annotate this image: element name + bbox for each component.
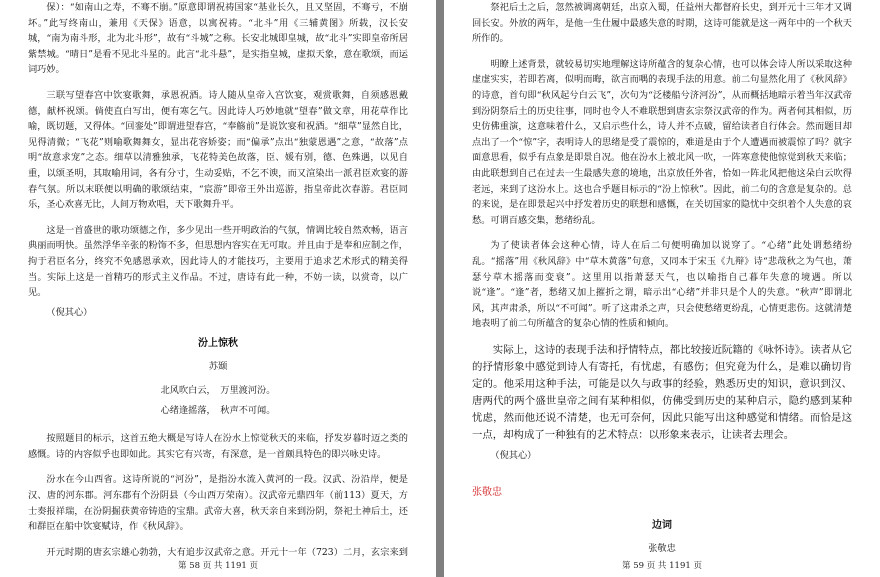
right-paragraph-3: 为了使读者体会这种心情，诗人在后二句便明确加以说穿了。“心绪”此处谓愁绪纷乱。“摇落”用《秋风辞》中“草木黄落”句意，又同本于宋玉《九辩》诗“悲哉秋之为气也，萧瑟兮草木摇落而变衰”。这里用以指萧瑟天气，也以喻指自己暮年失意的境遇。所以说“逢”。“逢”者，愁绪又加上摧折之谓，暗示出“心绪”并非只是个人的失意。“秋声”即谓北风，其声肃杀，所以“不可闻”。听了这肃杀之声，只会使愁绪更纷乱，心情更悲伤。这就清楚地表明了前二句所蕴含的复杂心情的性质和倾向。 [472,240,852,330]
poem-title-bianci: 边词 [652,520,672,532]
left-paragraph-1: 保）：“如南山之寿，不骞不崩。”原意即谓祝祷国家“基业长久，且又坚固，不骞亏，不崩坏。”此写终南山，兼用《天保》语意，以寓祝祷。“北斗”用《三辅黄图》所载，汉长安城，“南为南斗形，北为北斗形”，故有“斗城”之称。长安北城即皇城，故“北斗”实即皇帝所居紫禁城。“晴日”是看不见北斗星的。此言“北斗悬”，是实指皇城，虚拟天象，意在歌颂，而运词巧妙。 [28,2,408,76]
left-page-content [28,0,408,557]
left-author-signature: （倪其心） [46,306,93,318]
right-paragraph-2: 明瞭上述背景，就较易切实地理解这诗所蕴含的复杂心情，也可以体会诗人所以采取这种虚虚实实，若即若离，似明而晦，欲言而喁的表现手法的用意。前二句显然化用了《秋风辞》的诗意，首句即“秋风起兮白云飞”，次句为“泛楼船兮济河汾”，从而概括地暗示着当年汉武帝到汾阴祭后土的历史往事，同时也令人不难联想到唐玄宗祭汉武帝的作为。两者何其相似，历史仿佛重演，这意味着什么，又启示些什么，诗人并不点破，留给读者自行体会。然而题目却点出了一个“惊”字，表明诗人的思绪是受了震惊的，难道是由于个人遭遇而被震惊了吗？就字面意思看，似乎有点象是即景自况。他在汾水上被北风一吹，一阵寒意使他惊觉到秋天来临；由此联想到自己在过去一生最感失意的境地，出京放任外省，恰如一阵北风把他这朵白云吹得老远，来到了这汾水上。这也合乎题目标示的“汾上惊秋”。因此，前二句的含意是复杂的。总的来说，是在即景起兴中抒发着历史的联想和感慨，在关切国家的隐忧中交织着个人失意的哀愁。可谓百感交集，愁绪纷乱。 [472,58,852,226]
left-paragraph-6: 开元时期的唐玄宗雄心勃勃，大有追步汉武帝之意。开元十一年（723）二月，玄宗来到 [46,546,408,557]
right-paragraph-1: 祭祀后土之后，忽然被调离朝廷，出京入蜀，任益州大都督府长史，到开元十三年才又调回长安。外放的两年，是他一生仕履中最感失意的时期，这诗可能就是这一两年中的一个秋天所作的。 [472,2,852,45]
poet-name: 苏颋 [208,361,228,373]
poem-line-1: 北风吹白云， 万里渡河汾。 [160,385,276,397]
left-paragraph-5: 汾水在今山西省。这诗所说的“河汾”，是指汾水流入黄河的一段。汉武、汾沿岸，便是汉、唐的河东郡。河东郡有个汾阴县（今山西万荣南）。汉武帝元鼎四年（前113）夏天，方士奏报祥瑞，在汾阴掘获黄帝铸造的宝鼎。武帝大喜，秋天亲自来到汾阴，祭祀土神后土，还和群臣在船中饮宴赋诗，作《秋风辞》。 [28,474,408,533]
left-page [0,0,436,577]
left-paragraph-4: 按照题目的标示，这首五绝大概是写诗人在汾水上惊觉秋天的来临，抒发岁暮时迈之类的感慨。诗的内容似乎也即如此。其实它有兴寄，有深意，是一首颇具特色的即兴咏史诗。 [28,433,408,460]
right-author-signature: （倪其心） [490,449,537,461]
poem-title-fenshang-jingqiu: 汾上惊秋 [198,338,238,350]
left-page-footer: 第 58 页 共 1191 页 [178,561,258,571]
right-page-footer: 第 59 页 共 1191 页 [622,561,702,571]
left-paragraph-3: 这是一首盛世的歌功颂德之作，多少见出一些开明政治的气氛，情调比较自然欢畅，语言典丽而明快。虽然浮华辛张的粉饰不多，但思想内容实在无可取。并且由于是奉和应制之作，拘于君臣名分，终究不免感恩承欢，因此诗人的才能技巧，主要用于追求艺术形式的精美得当。实际上这是一首精巧的形式主义作品。不过，唐诗有此一种，不妨一读，以赏奇，以广见。 [28,224,408,299]
right-page [444,0,880,577]
section-author-heading: 张敬忠 [472,487,502,499]
poet-name: 张敬忠 [648,543,676,555]
left-paragraph-2: 三联写望春宫中饮宴歌舞，承恩祝酒。诗人随从皇帝入宫饮宴，观赏歌舞，自须感恩戴德，献杯祝颂。倘使直白写出，便有寒乞气。因此诗人巧妙地就“望春”做文章，用花草作比喻，既切题，又得体。“回銮处”即谓进望春宫，“奉觞前”是说饮宴和祝酒。“细草”显然自比，见得清微；“飞花”则喻歌舞舞女，显出花容娇姿；而“偏承”点出“独蒙恩遇”之意，“故落”点明“故意求宠”之态。细草以清雅独承，飞花特美色故落，臣、媛有别，德、色殊遇，以见自重，以颂圣明，其取喻用词，各有分寸，生动妥贴，不乞不谀，而又渲染出一派君臣欢宴的游春气氛。所以末联便以明确的歌颂结束，“宸游”即帝王外出巡游，指皇帝此次春游。君臣同乐，圣心欢喜无比，人间万物欢唱，天下歌舞升平。 [28,89,408,211]
poem-line-2: 心绪逢摇落， 秋声不可闻。 [160,405,276,417]
right-page-content [472,0,852,557]
right-paragraph-4: 实际上，这诗的表现手法和抒情特点，都比较接近阮籍的《咏怀诗》。读者从它的抒情形象中感觉到诗人有寄托，有忧虑，有感伤；但究竟为什么，是难以确切肯定的。他采用这种手法，可能是以久与政事的经验，熟悉历史的知识，意识到汉、唐两代的两个盛世皇帝之间有某种相似，仿佛受到历史的某种启示，隐约感到某种忧虑，然而他还说不清楚，也无可奈何，因此只能写出这种感觉和情绪。而恰是这一点，却构成了一种独有的艺术特点：以形象来表示，让读者去理会。 [472,343,852,441]
